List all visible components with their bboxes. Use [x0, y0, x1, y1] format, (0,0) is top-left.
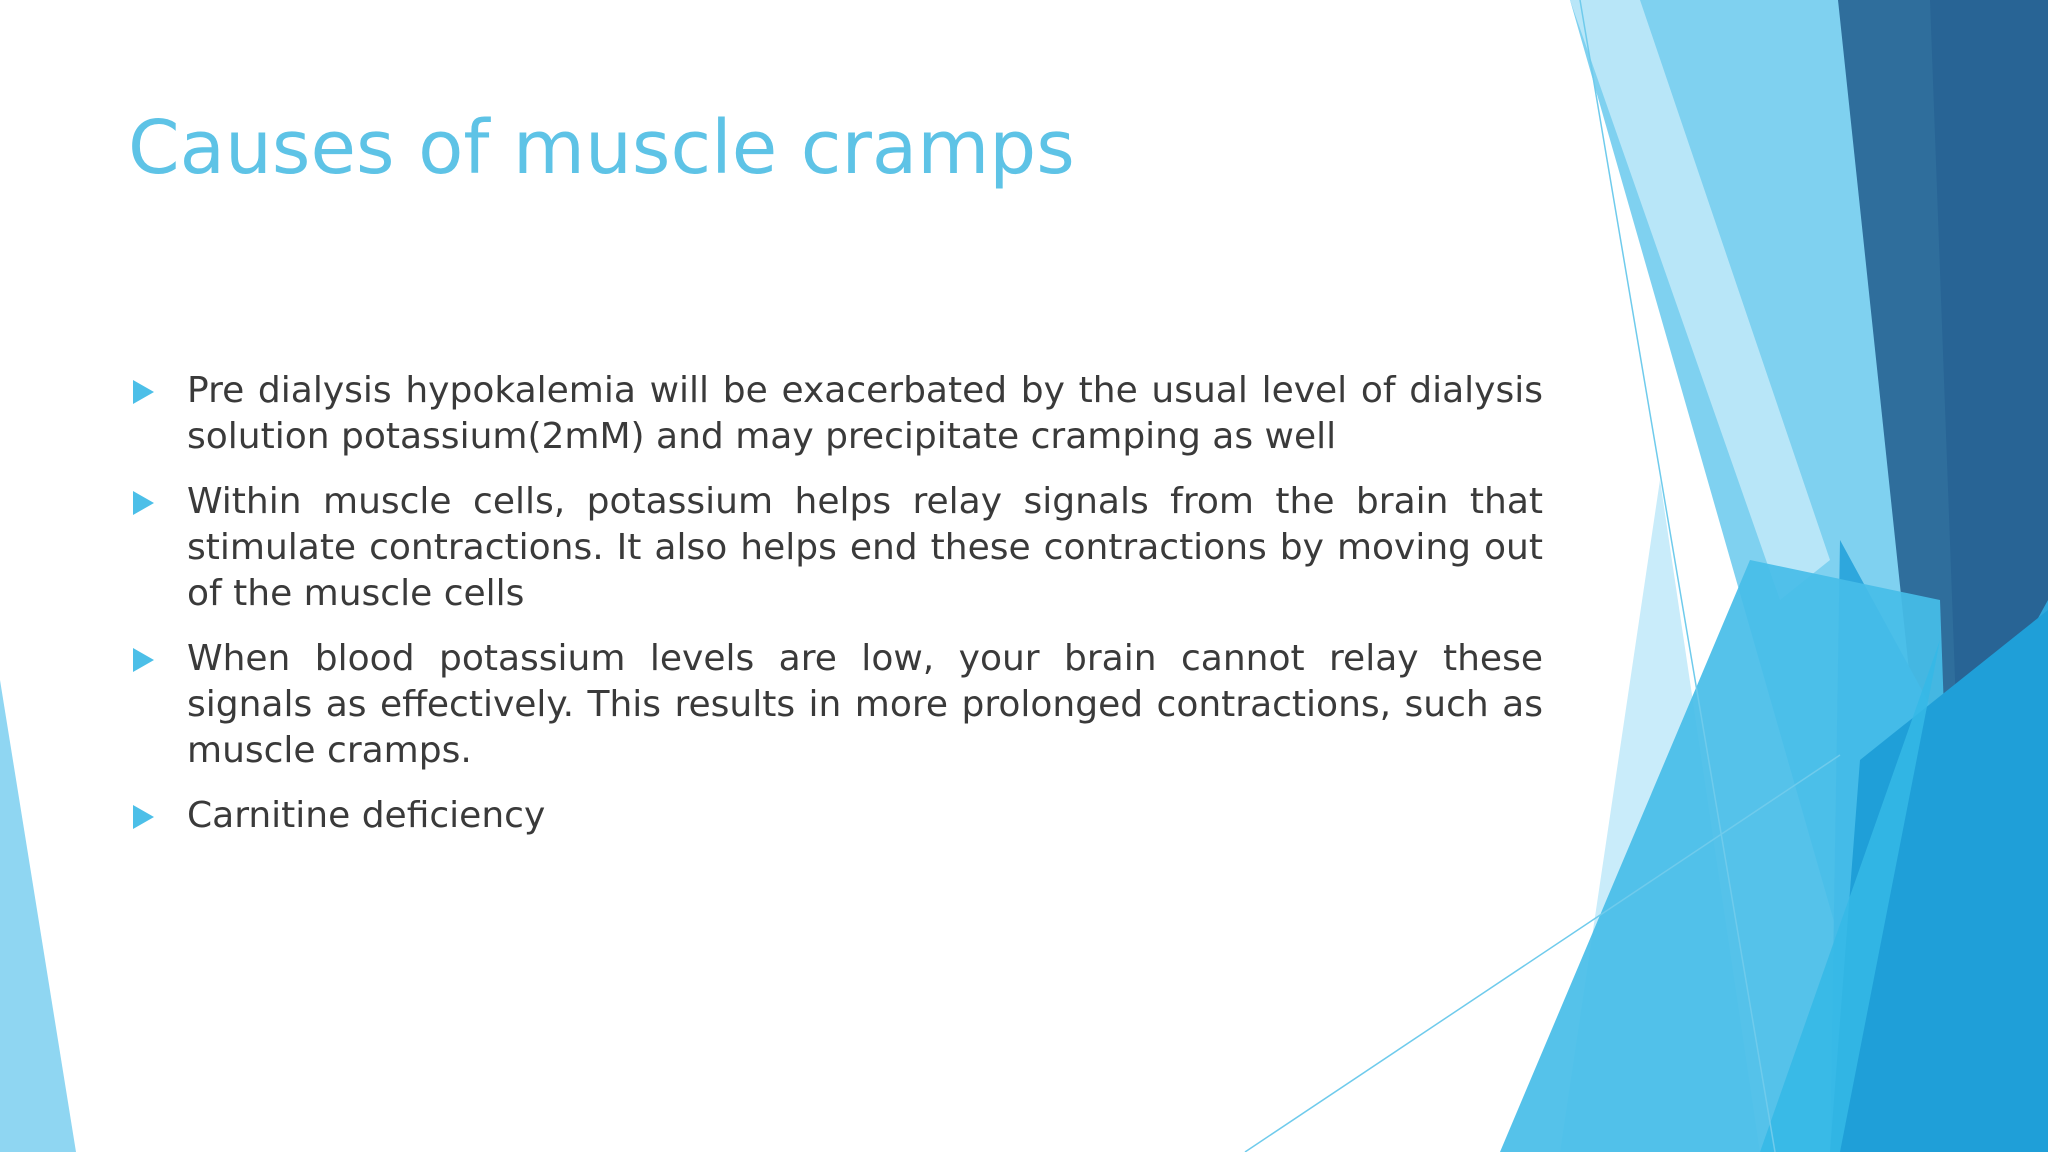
bullet-text: Within muscle cells, potassium helps relay signals from the brain that stimulate contractions. It also helps end these contractions by moving out of the muscle cells: [187, 481, 1543, 614]
slide-title: Causes of muscle cramps: [128, 105, 1075, 191]
slide-content: [128, 368, 1543, 858]
bullet-text: When blood potassium levels are low, your brain cannot relay these signals as effectively. This results in more prolonged contractions, such as muscle cramps.: [187, 638, 1543, 771]
bullet-text: Carnitine deficiency: [187, 795, 546, 836]
triangle-bullet-icon: [133, 805, 154, 829]
bullet-item: [128, 636, 1543, 774]
bullet-text: Pre dialysis hypokalemia will be exacerbated by the usual level of dialysis solution potassium(2mM) and may precipitate cramping as well: [187, 370, 1543, 457]
triangle-bullet-icon: [133, 491, 154, 515]
bullet-list: [128, 368, 1543, 839]
bullet-item: [128, 793, 1543, 839]
bullet-item: [128, 368, 1543, 460]
triangle-bullet-icon: [133, 380, 154, 404]
triangle-bullet-icon: [133, 648, 154, 672]
left-edge-shape: [0, 680, 76, 1152]
bullet-item: [128, 479, 1543, 617]
